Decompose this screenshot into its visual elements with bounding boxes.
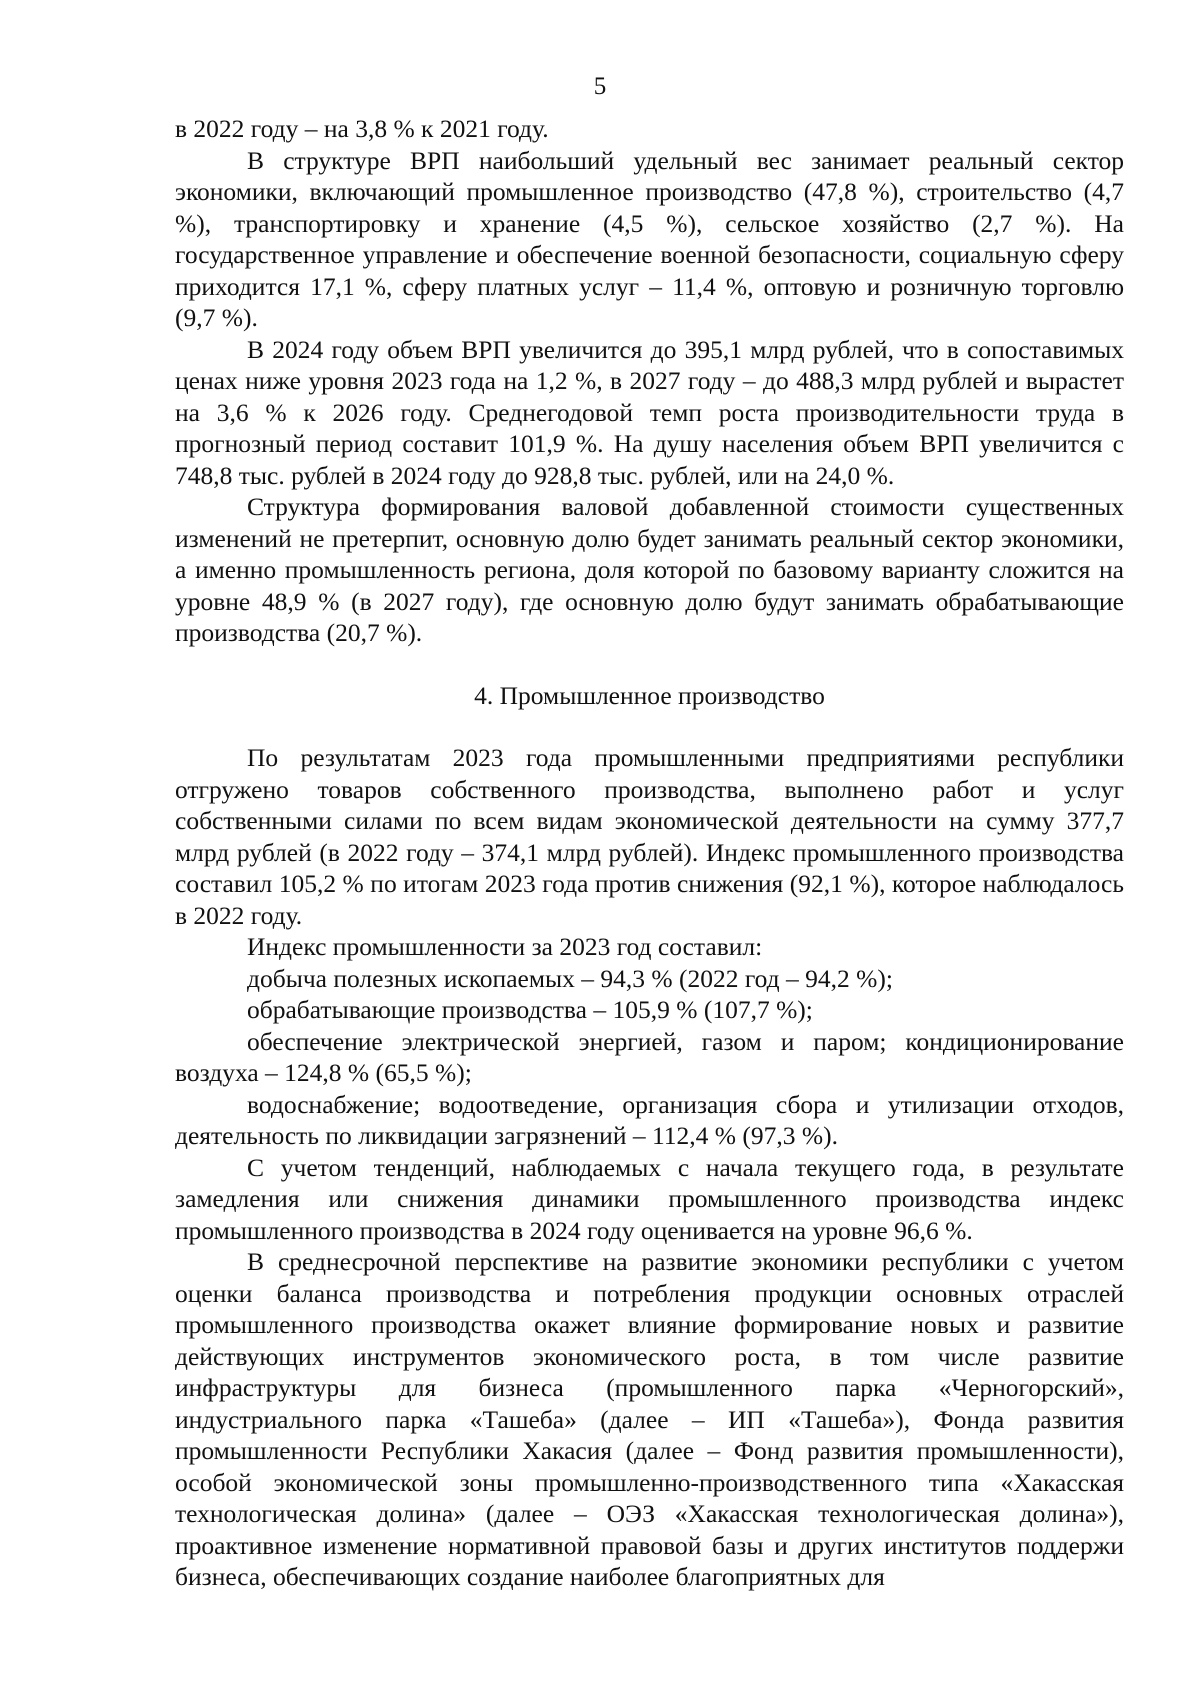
list-item-water-supply: водоснабжение; водоотведение, организация сбора и утилизации отходов, деятельность по ликвидации загрязнений – 112,4 % (97,3 %). [175,1089,1124,1150]
paragraph-industry-index-intro: Индекс промышленности за 2023 год составил: [247,932,763,961]
list-item-manufacturing: обрабатывающие производства – 105,9 % (107,7 %); [247,995,813,1024]
paragraph-value-added-structure: Структура формирования валовой добавленной стоимости существенных изменений не претерпит, основную долю будет занимать реальный сектор экономики, а именно промышленность региона, доля которой по базовому варианту сложится на уровне 48,9 % (в 2027 году), где основную долю будут занимать обрабатывающие производства (20,7 %). [175,492,1124,647]
list-item-mining: добыча полезных ископаемых – 94,3 % (2022 год – 94,2 %); [247,963,893,993]
paragraph-industrial-results: По результатам 2023 года промышленными предприятиями республики отгружено товаров собственного производства, выполнено работ и услуг собственными силами по всем видам экономической деятельности на сумму 377,7 млрд рублей (в 2022 году – 374,1 млрд рублей). Индекс промышленного производства составил 105,2 % по итогам 2023 года против снижения (92,1 %), которое наблюдалось в 2022 году. [175,743,1124,930]
document-body [175,113,1124,1593]
page-number: 5 [593,73,607,100]
paragraph-2024-estimate: С учетом тенденций, наблюдаемых с начала текущего года, в результате замедления или снижения динамики промышленного производства индекс промышленного производства в 2024 году оценивается на уровне 96,6 %. [175,1152,1124,1245]
paragraph-medium-term-outlook: В среднесрочной перспективе на развитие экономики республики с учетом оценки баланса производства и потребления продукции основных отраслей промышленного производства окажет влияние формирование новых и развитие действующих инструментов экономического роста, в том числе развитие инфраструктуры для бизнеса (промышленного парка «Черногорский», индустриального парка «Ташеба» (далее – ИП «Ташеба»), Фонда развития промышленности Республики Хакасия (далее – Фонд развития промышленности), особой экономической зоны промышленно-производственного типа «Хакасская технологическая долина» (далее – ОЭЗ «Хакасская технологическая долина»), проактивное изменение нормативной правовой базы и других институтов поддержи бизнеса, обеспечивающих создание наиболее благоприятных для [175,1247,1124,1591]
section-heading: 4. Промышленное производство [474,680,825,710]
list-item-energy: обеспечение электрической энергией, газом и паром; кондиционирование воздуха – 124,8 % (65,5 %); [175,1026,1124,1087]
paragraph-grp-forecast: В 2024 году объем ВРП увеличится до 395,1 млрд рублей, что в сопоставимых ценах ниже уровня 2023 года на 1,2 %, в 2027 году – до 488,3 млрд рублей и вырастет на 3,6 % к 2026 году. Среднегодовой темп роста производительности труда в прогнозный период составит 101,9 %. На душу населения объем ВРП увеличится с 748,8 тыс. рублей в 2024 году до 928,8 тыс. рублей, или на 24,0 %. [175,334,1124,490]
paragraph-continuation: в 2022 году – на 3,8 % к 2021 году. [175,114,549,143]
paragraph-grp-structure: В структуре ВРП наибольший удельный вес занимает реальный сектор экономики, включающий промышленное производство (47,8 %), строительство (4,7 %), транспортировку и хранение (4,5 %), сельское хозяйство (2,7 %). На государственное управление и обеспечение военной безопасности, социальную сферу приходится 17,1 %, сферу платных услуг – 11,4 %, оптовую и розничную торговлю (9,7 %). [175,145,1124,332]
